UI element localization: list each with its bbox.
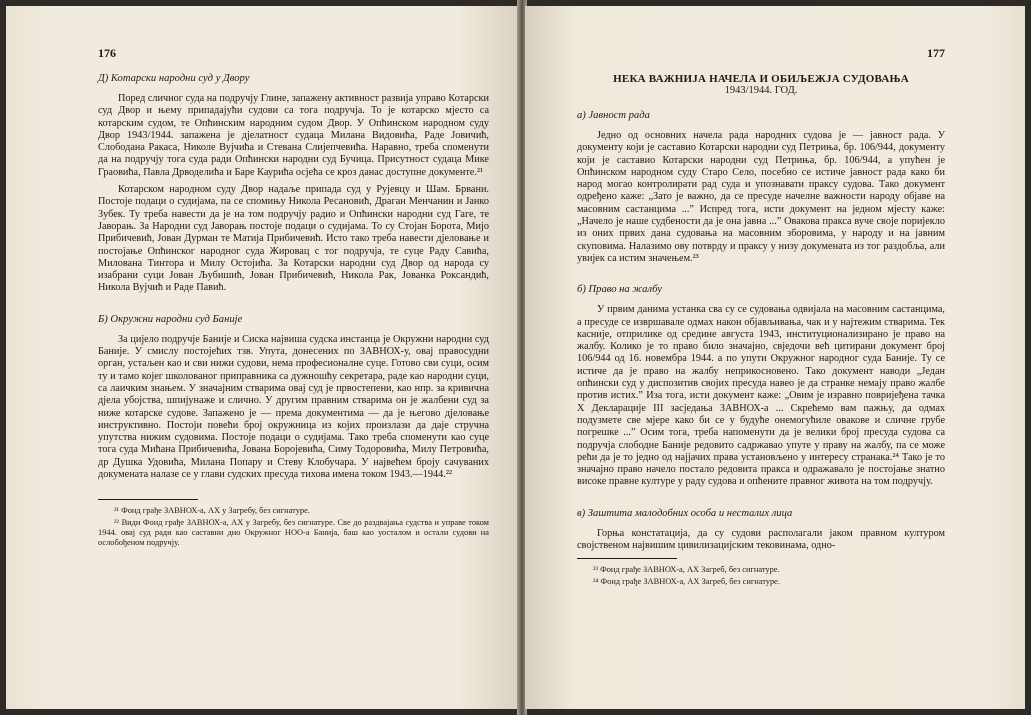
right-page	[525, 6, 1025, 709]
page-number: 176	[98, 46, 116, 60]
paragraph: За цијело подручје Баније и Сиска највиша судска инстанца је Окружни народни суд Баније. У смислу постојећих тзв. Упута, донесених по ЗАВНОХ-у, овај правосудни орган, устаљен као и сви нижи судови, нема професионалне суце. Готово сви суци, осим ту и тамо којег школованог приправника са дужношћу секретара, раде као народни суци, са лаичким знањем. У значајним стварима овај суд је првостепени, као нпр. за кривична дјела убојства, шпијунаже и слично. У другим правним стварима он је жалбени суд за ниже котарске судове. Запажено је — према документима — да је његово дјеловање инструктивно. Постоји повећи број окружница из којих произлази да даје стручна упутства нижим судовима. Постоје подаци о судијама. Тако треба споменути као суце тога суда Мићана Прибичевића, Јована Боројевића, Симу Тодоровића, Милу Петровића, др Душка Удовића, Милана Попару и Стеву Клобучара. У највећем броју сачуваних докумената налазе се у глави судских пресуда тихова имена током 1943.—1944.²²	[98, 333, 489, 481]
chapter-title: НЕКА ВАЖНИЈА НАЧЕЛА И ОБИЉЕЖЈА СУДОВАЊА	[613, 73, 909, 85]
footnote: ²³ Фонд грађе ЗАВНОХ-а, АХ Загреб, без сигнатуре.	[593, 565, 780, 575]
paragraph: Једно од основних начела рада народних судова је — јавност рада. У документу који је саставио Котарски народни суд Петриња, бр. 106/944, документу који је саставио Котарски народни суд Петриња, бр. 106/944, а упућен је Опћинском народном суду Старо Село, посебно се истиче јавност рада како би народ могао контролирати рад суда и упознавати праксу судова. Тако документ одређено каже: „Зато је важно, да се пресуде начелне важности народу објаве на масовним састанцима ...” Испред тога, исти документ на једном мјесту каже: „Начело је наше судбености да је она јавна ...” Овакова пракса вуче своје поријекло из оних првих дана судовања на масовним зборовима, у народу и на јавним скуповима. Налазимо ову потврду и праксу у низу докумената из тог раздобља, али увијек са истим значењем.²³	[577, 130, 945, 264]
paragraph: Котарском народном суду Двор надаље припада суд у Рујевцу и Шам. Брвани. Постоје подаци о судијама, па се спомињу Никола Ресановић, Драган Менчанин и Јанко Зубек. Ту треба навести да је на том подручју радио и Опћински народни суд Гаге, те Јаворањ. За Народни суд Јаворањ постоје подаци о судијама. То су Стојан Борота, Мијо Прибичевић, Јован Дурман те Матија Прибичевић. Исто тако треба навести дјеловање и постојање Опћинског народног суда Жировац с тог подручја, те суце Раду Савића, Милована Тинтора и Милу Остојића. За Котарски народни суд Двор од народа су изабрани суци Јован Љубишић, Јован Прибичевић, Никола Рак, Јованка Роксандић, Никола Вујчић и Раде Павић.	[98, 184, 489, 294]
section-heading: в) Заштита малодобних особа и несталих лица	[577, 507, 793, 519]
paragraph: У првим данима устанка сва су се судовања одвијала на масовним састанцима, а пресуде се извршавале одмах након објављивања, чак и у најтежим стварима. Тек касније, отприлике од средине августа 1943, институционализирано је право на жалбу. Колико је то право било значајно, свједочи већ цитирани документ број 106/944 од 16. новембра 1944. а по упути Окружног народног суда Баније. Ту се истиче да је право на жалбу неприкосновено. Тако документ наводи „Један опћински суд у диспозитив својих пресуда навео је да странке немају право жалбе против истих.” Иза тога, исти документ каже: „Овим је изравно повријеђена тачка Х Декларације III засједања ЗАВНОХ-а ... Скрећемо вам пажњу, да одмах подузмете све мјере како би се у будуће онемогућиле овакове и сличне грубе погрешке ...” Осим тога, треба напоменути да је велики број пресуда судова са подручја слободне Баније редовито садржавао упуте у праву на жалбу, па се може рећи да је то једно од најјачих права установљено у интересу странака.²⁴ Тако је то значајно право начело постало редовита пракса и одражавало је постојање знатно високе правне културе у раду судова и опћените правног живота на том подручју.	[577, 304, 945, 488]
section-heading: Б) Окружни народни суд Баније	[98, 313, 243, 325]
footnote: ²⁴ Фонд грађе ЗАВНОХ-а, АХ Загреб, без сигнатуре.	[593, 577, 780, 587]
section-heading: б) Право на жалбу	[577, 284, 663, 296]
footnote: ²¹ Фонд грађе ЗАВНОХ-а, АХ у Загребу, без сигнатуре.	[114, 506, 310, 516]
left-page	[6, 6, 519, 709]
paragraph: Поред сличног суда на подручју Глине, запажену активност развија управо Котарски суд Двор и њему припадајући судови са тога подручја. То је котарско мјесто са котарским судом, те Опћинским народним судом Двор. У Опћинском народном суду Двор 1943/1944. запажена је дјелатност судаца Милана Видовића, Раде Јовичић, Слободана Ракаса, Николе Вујчића и Стевана Слијепчевића. Наравно, треба споменути да на подручју тога суда ради Опћински народни суд Бучица. Присутност судаца Мике Граовића, Павла Дрводелића и Баре Каурића осјећа се кроз данас доступне документе.²¹	[98, 93, 489, 178]
page-number: 177	[927, 46, 945, 60]
section-heading: Д) Котарски народни суд у Двору	[98, 73, 250, 84]
footnote-rule	[577, 558, 677, 559]
chapter-subtitle: 1943/1944. ГОД.	[724, 85, 798, 96]
section-heading: а) Јавност рада	[577, 110, 650, 121]
footnote: ²² Види Фонд грађе ЗАВНОХ-а, АХ у Загребу, без сигнатуре. Све до раздвајања судства и управе током 1944. овај суд ради као саставни дио Окружног НОО-а Банија, баш као уосталом и остали судови на ослобођеном подручју.	[98, 518, 489, 548]
footnote-rule	[98, 499, 198, 500]
paragraph: Горња констатација, да су судови располагали јаком правном културом својственом највишим цивилизацијским тековинама, одно-	[577, 527, 945, 552]
